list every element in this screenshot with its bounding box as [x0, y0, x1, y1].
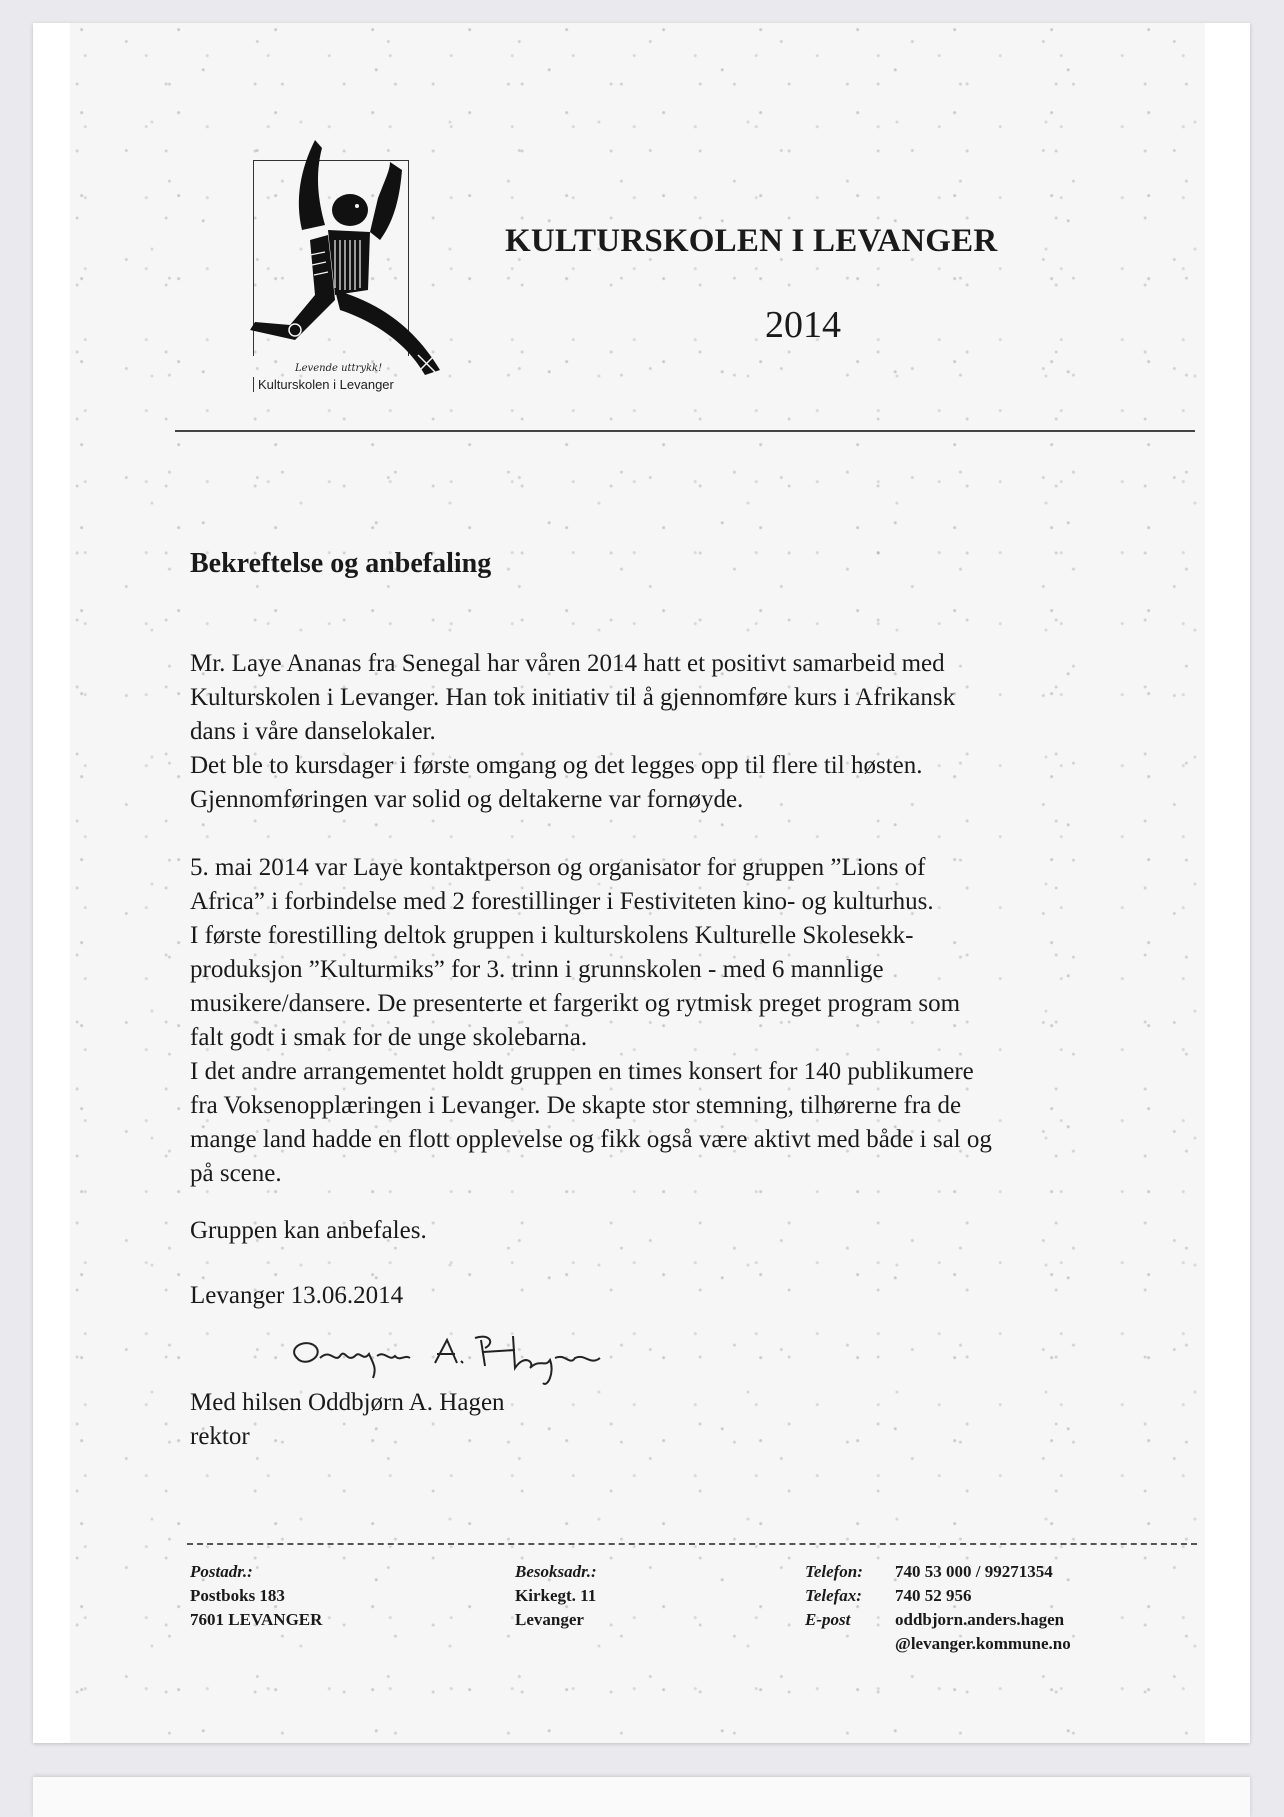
phone-label: Telefon: [805, 1562, 863, 1581]
body-line: Mr. Laye Ananas fra Senegal har våren 2014 hatt et positivt samarbeid med [190, 650, 945, 677]
footer-postal-address [190, 1560, 322, 1632]
postal-line: 7601 LEVANGER [190, 1610, 323, 1629]
letter-heading: Bekreftelse og anbefaling [190, 548, 492, 579]
body-line: Gjennomføringen var solid og deltakerne var fornøyde. [190, 786, 744, 813]
body-line: musikere/dansere. De presenterte et fargerikt og rytmisk preget program som [190, 990, 961, 1017]
footer-divider [187, 1543, 1197, 1545]
body-line: I det andre arrangementet holdt gruppen en times konsert for 140 publikumere [190, 1058, 974, 1085]
body-line: Africa” i forbindelse med 2 forestillinger i Festiviteten kino- og kulturhus. [190, 888, 934, 915]
body-line: fra Voksenopplæringen i Levanger. De skapte stor stemning, tilhørerne fra de [190, 1092, 962, 1119]
email-label: E-post [805, 1610, 851, 1629]
dancer-figure-icon [240, 140, 440, 375]
body-line: Det ble to kursdager i første omgang og det legges opp til flere til høsten. [190, 752, 923, 779]
body-line: 5. mai 2014 var Laye kontaktperson og organisator for gruppen ”Lions of [190, 854, 926, 881]
footer-visiting-address [515, 1560, 597, 1632]
visiting-line: Kirkegt. 11 [515, 1586, 597, 1605]
school-logo [240, 140, 420, 390]
body-line: på scene. [190, 1160, 282, 1187]
email-value: oddbjorn.anders.hagen [895, 1610, 1065, 1629]
postal-label: Postadr.: [190, 1562, 253, 1581]
fax-value: 740 52 956 [895, 1586, 972, 1605]
sign-off [190, 1386, 505, 1454]
logo-name: Kulturskolen i Levanger [253, 377, 430, 392]
phone-value: 740 53 000 / 99271354 [895, 1562, 1053, 1581]
scanned-letter [70, 23, 1205, 1743]
organization-title: KULTURSKOLEN I LEVANGER [505, 223, 998, 259]
logo-tagline: Levende uttrykk! [295, 363, 383, 374]
footer-contact [805, 1560, 1071, 1656]
body-line: Kulturskolen i Levanger. Han tok initiativ til å gjennomføre kurs i Afrikansk [190, 684, 956, 711]
body-line: mange land hadde en flott opplevelse og fikk også være aktivt med både i sal og [190, 1126, 992, 1153]
greeting: Med hilsen Oddbjørn A. Hagen [190, 1389, 505, 1416]
email-value-domain: @levanger.kommune.no [895, 1634, 1071, 1653]
next-page-card [33, 1777, 1250, 1817]
letterhead-year: 2014 [765, 304, 841, 346]
header-divider [175, 430, 1195, 432]
document-page [33, 23, 1250, 1743]
fax-label: Telefax: [805, 1586, 862, 1605]
body-line: dans i våre danselokaler. [190, 718, 436, 745]
body-line: falt godt i smak for de unge skolebarna. [190, 1024, 588, 1051]
place-date: Levanger 13.06.2014 [190, 1282, 404, 1309]
visiting-line: Levanger [515, 1610, 584, 1629]
body-line: I første forestilling deltok gruppen i kulturskolens Kulturelle Skolesekk- [190, 922, 914, 949]
body-line: produksjon ”Kulturmiks” for 3. trinn i grunnskolen - med 6 mannlige [190, 956, 884, 983]
recommendation-line: Gruppen kan anbefales. [190, 1217, 427, 1244]
letter-body [190, 647, 1200, 1191]
signatory-title: rektor [190, 1423, 250, 1450]
visiting-label: Besoksadr.: [515, 1562, 597, 1581]
postal-line: Postboks 183 [190, 1586, 285, 1605]
